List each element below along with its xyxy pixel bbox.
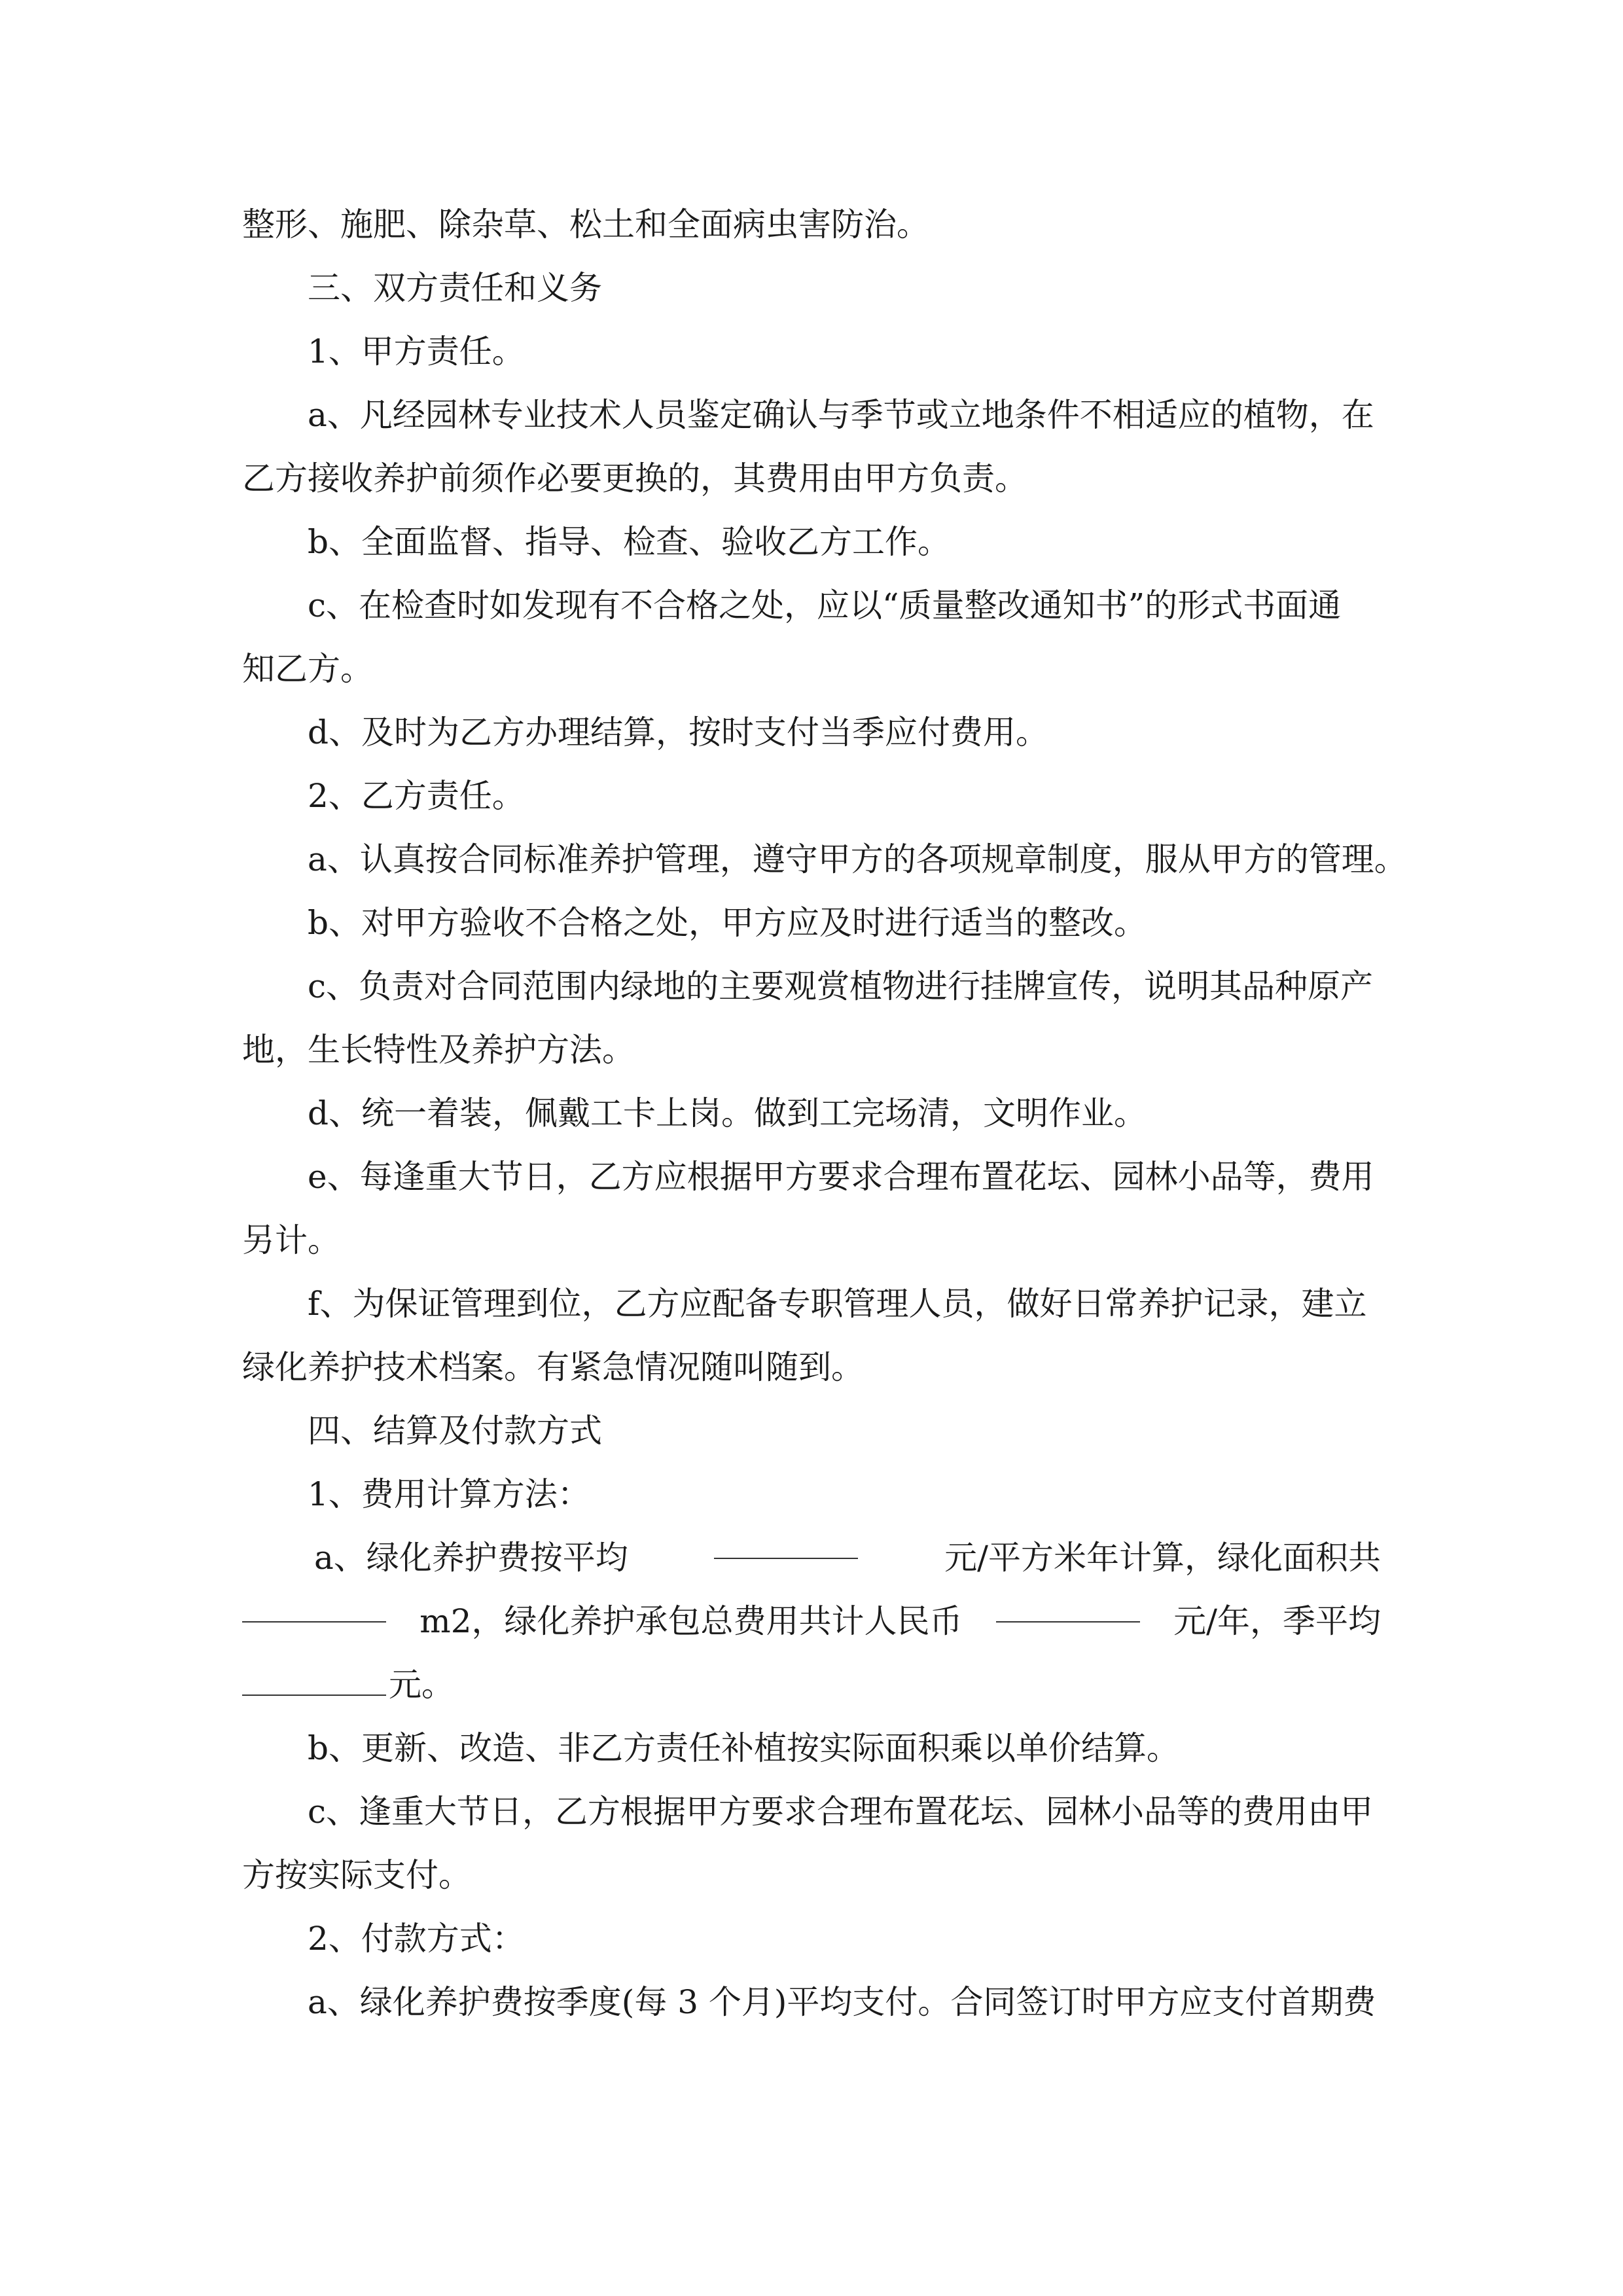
paragraph-line: 另计。 [242,1221,340,1259]
subsection-heading: 2、乙方责任。 [308,777,525,815]
fee-line-1 [242,1526,1381,1590]
paragraph-line: a、凡经园林专业技术人员鉴定确认与季节或立地条件不相适应的植物，在 [308,396,1374,434]
fee-blank-quarterly [242,1663,386,1696]
paragraph-line: 知乙方。 [242,650,373,688]
paragraph-line: 绿化养护技术档案。有紧急情况随叫随到。 [242,1348,864,1386]
subsection-heading: 1、甲方责任。 [308,332,525,370]
paragraph-line: d、统一着装，佩戴工卡上岗。做到工完场清，文明作业。 [308,1094,1147,1132]
paragraph-line: c、逢重大节日，乙方根据甲方要求合理布置花坛、园林小品等的费用由甲 [308,1793,1374,1831]
paragraph-line: b、更新、改造、非乙方责任补植按实际面积乘以单价结算。 [308,1729,1180,1767]
section-heading-4: 四、结算及付款方式 [308,1412,602,1450]
fee-line-3-text: 元。 [389,1666,454,1704]
paragraph-line: 地，生长特性及养护方法。 [242,1031,635,1069]
paragraph-line: f、为保证管理到位，乙方应配备专职管理人员，做好日常养护记录，建立 [308,1285,1367,1323]
paragraph-line: a、认真按合同标准养护管理，遵守甲方的各项规章制度，服从甲方的管理。 [308,840,1407,878]
paragraph-line: 整形、施肥、除杂草、松土和全面病虫害防治。 [242,206,929,243]
subsection-heading: 2、付款方式： [308,1920,525,1958]
fee-line-1-text-b: 元/平方米年计算，绿化面积共 [944,1539,1381,1577]
fee-line-3 [242,1653,1381,1717]
fee-line-2-text-b: 元/年，季平均 [1173,1602,1381,1640]
paragraph-line: b、全面监督、指导、检查、验收乙方工作。 [308,523,951,561]
paragraph-line: c、负责对合同范围内绿地的主要观赏植物进行挂牌宣传，说明其品种原产 [308,967,1374,1005]
subsection-heading: 1、费用计算方法： [308,1475,590,1513]
fee-line-2-text-a: m2，绿化养护承包总费用共计人民币 [419,1602,963,1640]
fee-blank-total [996,1590,1140,1623]
paragraph-line: d、及时为乙方办理结算，按时支付当季应付费用。 [308,713,1049,751]
paragraph-line: a、绿化养护费按季度(每 3 个月)平均支付。合同签订时甲方应支付首期费 [308,1983,1376,2021]
fee-blank-unit-price [714,1526,858,1559]
fee-line-2 [242,1590,1381,1653]
contract-body [242,193,1407,2034]
fee-line-1-text-a: a、绿化养护费按平均 [314,1539,628,1577]
paragraph-line: e、每逢重大节日，乙方应根据甲方要求合理布置花坛、园林小品等，费用 [308,1158,1374,1196]
section-heading-3: 三、双方责任和义务 [308,269,602,307]
paragraph-line: c、在检查时如发现有不合格之处，应以“质量整改通知书”的形式书面通 [308,586,1342,624]
paragraph-line: b、对甲方验收不合格之处，甲方应及时进行适当的整改。 [308,904,1147,942]
paragraph-line: 方按实际支付。 [242,1856,471,1894]
fee-blank-area [242,1590,386,1623]
paragraph-line: 乙方接收养护前须作必要更换的，其费用由甲方负责。 [242,459,1027,497]
